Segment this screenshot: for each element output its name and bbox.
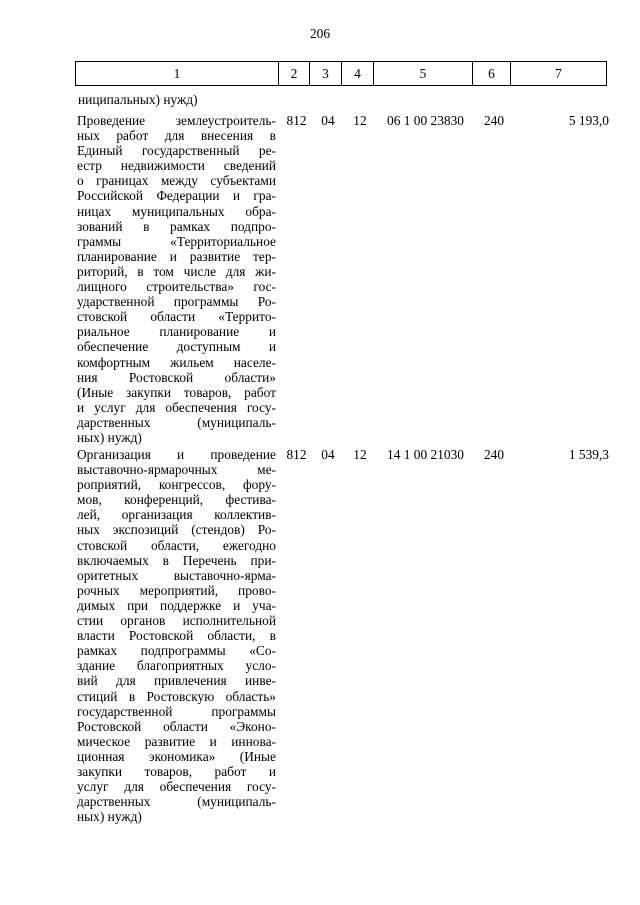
description-line: ударственной программы Ро- (77, 294, 276, 310)
description-line: ных) нужд) (77, 809, 142, 825)
header-col-3: 3 (310, 62, 342, 86)
header-col-6: 6 (473, 62, 511, 86)
description-line: включаемых в Перечень при- (77, 552, 276, 568)
page-number: 206 (309, 26, 331, 41)
description-line: власти Ростовской области, в (77, 628, 276, 644)
description-line: стовской области «Террито- (77, 309, 276, 325)
description-line: роприятий, конгрессов, фору- (77, 477, 276, 493)
section-code: 04 (321, 447, 335, 462)
description-line: услуг для обеспечения госу- (77, 779, 276, 795)
description-line: дарственных (муниципаль- (77, 794, 276, 810)
description-line: комфортным жильем населе- (77, 354, 276, 370)
description-line: рочных мероприятий, прово- (77, 582, 276, 598)
description-line: стовской области, ежегодно (77, 537, 276, 553)
description-line: вий для привлечения инве- (77, 673, 276, 689)
subsection-code: 12 (353, 447, 367, 462)
header-col-1: 1 (76, 62, 279, 86)
amount: 1 539,3 (568, 447, 609, 462)
subsection-code: 12 (353, 113, 367, 128)
header-col-2: 2 (279, 62, 310, 86)
ministry-code: 812 (286, 113, 307, 128)
description-line: дарственных (муниципаль- (77, 414, 276, 430)
description-line: стиций в Ростовскую область» (77, 688, 276, 704)
description-line: зований в рамках подпро- (77, 218, 276, 234)
description-line: здание благоприятных усло- (77, 658, 276, 674)
continuation-text: ниципальных) нужд) (78, 92, 198, 107)
description-line: и услуг для обеспечения госу- (77, 399, 276, 415)
description-line: планирование и развитие тер- (77, 248, 276, 264)
expense-type: 240 (483, 113, 505, 128)
description-line: риторий, в том числе для жи- (77, 263, 276, 279)
description-line: закупки товаров, работ и (77, 763, 276, 779)
target-article: 14 1 00 21030 (387, 447, 464, 462)
description-line: ных) нужд) (77, 429, 142, 445)
header-col-7: 7 (511, 62, 607, 86)
description-line: ных работ для внесения в (77, 128, 276, 144)
description-line: Российской Федерации и гра- (77, 188, 276, 204)
description-line: (Иные закупки товаров, работ (77, 384, 276, 400)
column-number-header (75, 61, 607, 86)
description-line: ных экспозиций (стендов) Ро- (77, 522, 276, 538)
description-line: граммы «Территориальное (77, 233, 276, 249)
description-line: рамках подпрограммы «Со- (77, 643, 276, 659)
description-line: оритетных выставочно-ярма- (77, 567, 276, 583)
description-line: ния Ростовской области» (77, 369, 276, 385)
target-article: 06 1 00 23830 (387, 113, 464, 128)
header-col-4: 4 (342, 62, 374, 86)
description-line: димых при поддержке и уча- (77, 597, 276, 613)
section-code: 04 (321, 113, 335, 128)
description-line: лей, организация коллектив- (77, 507, 276, 523)
ministry-code: 812 (286, 447, 307, 462)
description-line: мов, конференций, фестива- (77, 492, 276, 508)
header-col-5: 5 (374, 62, 473, 86)
description-line: Единый государственный ре- (77, 143, 276, 159)
description-line: лищного строительства» гос- (77, 279, 276, 295)
description-line: о границах между субъектами (77, 173, 276, 189)
expense-type: 240 (483, 447, 505, 462)
row-description (77, 113, 276, 445)
description-line: стии органов исполнительной (77, 613, 276, 629)
description-line: ционная экономика» (Иные (77, 748, 276, 764)
description-line: Проведение землеустроитель- (77, 113, 276, 128)
description-line: естр недвижимости сведений (77, 158, 276, 174)
header-row (76, 62, 607, 86)
amount: 5 193,0 (568, 113, 609, 128)
description-line: риальное планирование и (77, 324, 276, 340)
description-line: выставочно-ярмарочных ме- (77, 462, 276, 478)
description-line: Организация и проведение (77, 447, 276, 462)
description-line: обеспечение доступным и (77, 339, 276, 355)
description-line: государственной программы (77, 703, 276, 719)
description-line: мическое развитие и иннова- (77, 733, 276, 749)
description-line: ницах муниципальных обра- (77, 203, 276, 219)
description-line: Ростовской области «Эконо- (77, 718, 276, 734)
row-description (77, 447, 276, 824)
